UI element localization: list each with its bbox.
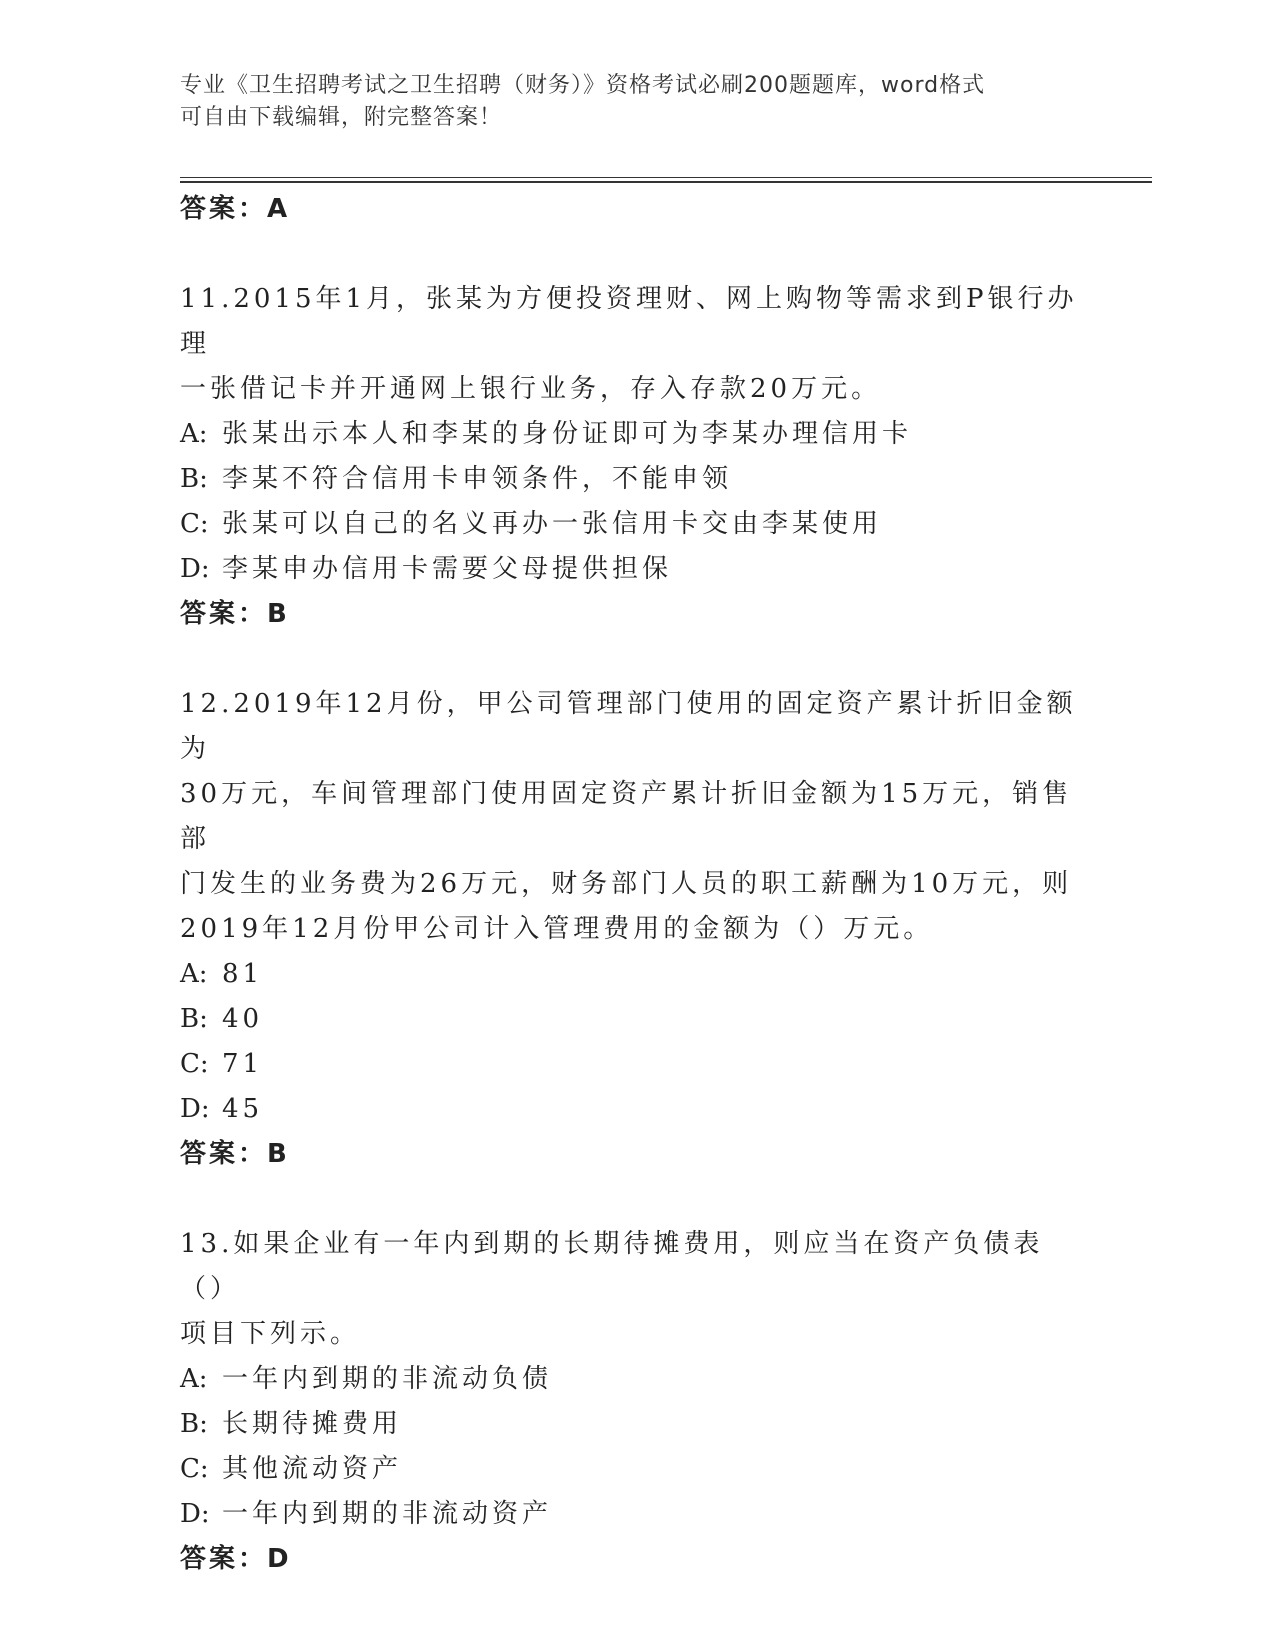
option-key: D: [180,1499,210,1529]
option-a [180,1357,1080,1402]
stem-line: 2019年12月份甲公司计入管理费用的金额为（）万元。 [180,914,934,944]
answer-label: 答案：D [180,1544,292,1574]
option-b [180,1402,1080,1447]
stem-line: 13.如果企业有一年内到期的长期待摊费用，则应当在资产负债表（） [180,1229,1044,1304]
option-b [180,997,1080,1042]
question-item [180,1222,1080,1582]
option-text: 一年内到期的非流动资产 [222,1499,553,1529]
option-text: 81 [222,959,264,989]
option-text: 李某申办信用卡需要父母提供担保 [222,554,673,584]
option-text: 一年内到期的非流动负债 [222,1364,553,1394]
stem-line: 11.2015年1月，张某为方便投资理财、网上购物等需求到P银行办理 [180,284,1078,359]
stem-line: 30万元，车间管理部门使用固定资产累计折旧金额为15万元，销售部 [180,779,1073,854]
option-b [180,457,1080,502]
option-text: 张某可以自己的名义再办一张信用卡交由李某使用 [222,509,883,539]
stem-line: 门发生的业务费为26万元，财务部门人员的职工薪酬为10万元，则 [180,869,1073,899]
stem-line: 一张借记卡并开通网上银行业务，存入存款20万元。 [180,374,882,404]
option-c [180,1447,1080,1492]
question-list [180,187,1080,1582]
header-divider-thick [180,181,1152,183]
answer-label: 答案：B [180,1139,290,1169]
option-d [180,1492,1080,1537]
option-text: 长期待摊费用 [222,1409,403,1439]
answer-label: 答案：A [180,194,291,224]
option-key: B: [180,1409,208,1439]
option-key: A: [180,419,208,449]
header-line-2: 可自由下载编辑，附完整答案！ [180,105,503,130]
option-key: A: [180,1364,208,1394]
option-c [180,1042,1080,1087]
header-divider-thin [180,177,1152,178]
document-header [180,70,1080,134]
option-d [180,1087,1080,1132]
question-stem [180,682,1080,952]
option-text: 40 [222,1004,264,1034]
option-text: 李某不符合信用卡申领条件，不能申领 [222,464,733,494]
stem-line: 项目下列示。 [180,1319,361,1349]
option-key: C: [180,1454,209,1484]
question-stem [180,1222,1080,1357]
question-stem [180,277,1080,412]
option-key: D: [180,554,210,584]
answer-label: 答案：B [180,599,290,629]
option-key: B: [180,464,208,494]
option-a [180,952,1080,997]
question-item [180,682,1080,1177]
stem-line: 12.2019年12月份，甲公司管理部门使用的固定资产累计折旧金额为 [180,689,1077,764]
option-key: D: [180,1094,210,1124]
option-key: C: [180,509,209,539]
option-text: 71 [222,1049,264,1079]
option-c [180,502,1080,547]
question-item [180,277,1080,637]
option-text: 张某出示本人和李某的身份证即可为李某办理信用卡 [222,419,913,449]
option-d [180,547,1080,592]
option-a [180,412,1080,457]
option-key: B: [180,1004,208,1034]
option-text: 其他流动资产 [222,1454,403,1484]
option-text: 45 [222,1094,264,1124]
option-key: A: [180,959,208,989]
option-key: C: [180,1049,209,1079]
header-line-1: 专业《卫生招聘考试之卫生招聘（财务）》资格考试必刷200题题库，word格式 [180,73,986,98]
